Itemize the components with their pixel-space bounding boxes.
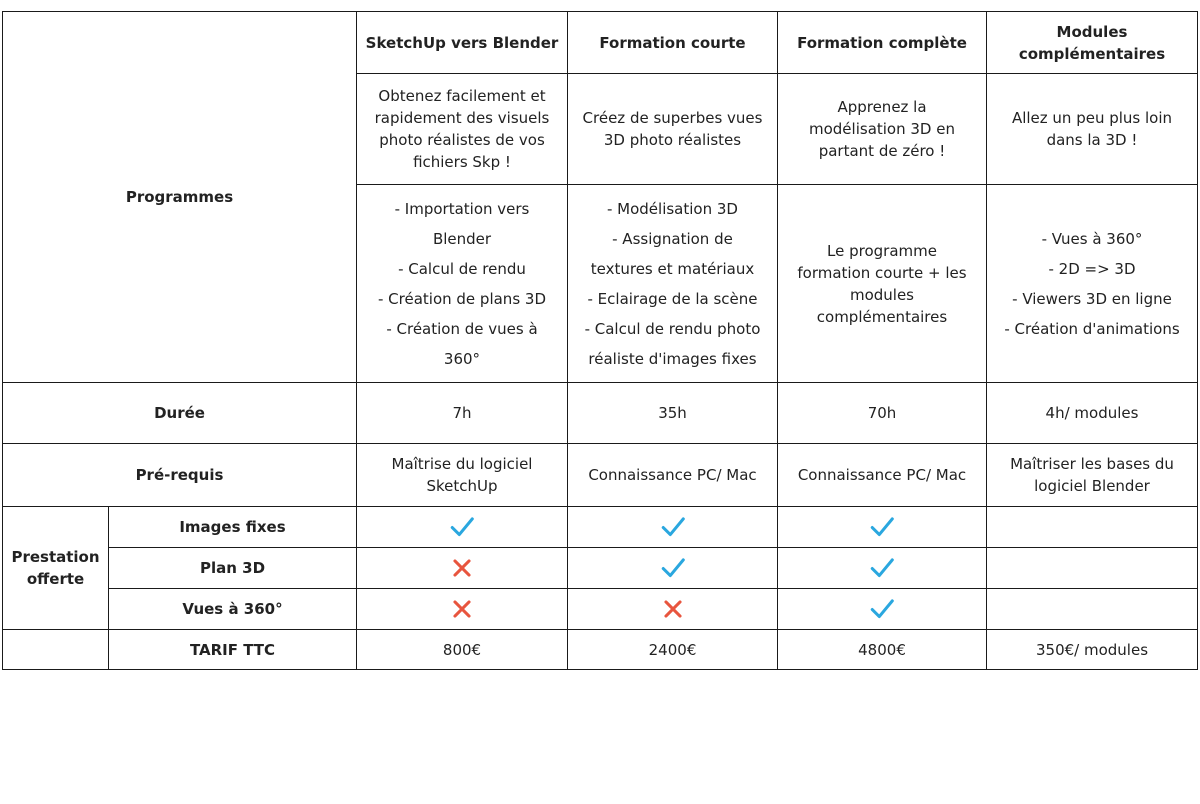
- programme-details: - Importation vers Blender - Calcul de rendu - Création de plans 3D - Création de vues à 360°: [378, 199, 546, 368]
- prestation-mark: [987, 548, 1197, 588]
- duree-value: 35h: [658, 404, 687, 422]
- duree-value: 7h: [452, 404, 472, 422]
- row-label-prestation-offerte: Prestation offerte: [11, 548, 100, 588]
- row-label-prerequis: Pré-requis: [135, 466, 224, 484]
- check-icon: [660, 555, 686, 581]
- prestation-mark: [357, 507, 567, 547]
- prestation-item-images-fixes: Images fixes: [179, 518, 286, 536]
- prestation-mark: [357, 548, 567, 588]
- prerequis-value: Connaissance PC/ Mac: [588, 466, 757, 484]
- prestation-mark: [987, 589, 1197, 629]
- column-header-modules-complementaires: Modules complémentaires: [1018, 22, 1166, 63]
- row-label-tarif-ttc: TARIF TTC: [189, 640, 276, 659]
- check-icon: [869, 555, 895, 581]
- prestation-mark: [987, 507, 1197, 547]
- tarif-value: 800€: [442, 640, 482, 659]
- prestation-mark: [568, 548, 777, 588]
- programme-tagline: Obtenez facilement et rapidement des visuels photo réalistes de vos fichiers Skp !: [374, 87, 550, 171]
- prestation-mark: [357, 589, 567, 629]
- prerequis-value: Maîtriser les bases du logiciel Blender: [1010, 455, 1174, 495]
- prestation-mark: [778, 589, 986, 629]
- column-header-formation-complete: Formation complète: [797, 33, 967, 52]
- row-label-duree: Durée: [154, 404, 205, 422]
- programme-details: - Vues à 360° - 2D => 3D - Viewers 3D en ligne - Création d'animations: [1004, 229, 1180, 338]
- prestation-mark: [568, 589, 777, 629]
- cross-icon: [660, 596, 686, 622]
- prerequis-value: Connaissance PC/ Mac: [797, 466, 967, 484]
- cross-icon: [449, 596, 475, 622]
- check-icon: [869, 596, 895, 622]
- duree-value: 4h/ modules: [1045, 404, 1139, 422]
- tarif-value: 2400€: [648, 640, 697, 659]
- prestation-mark: [778, 548, 986, 588]
- check-icon: [449, 514, 475, 540]
- check-icon: [660, 514, 686, 540]
- programme-tagline: Allez un peu plus loin dans la 3D !: [1011, 109, 1173, 149]
- table-border-right: [1197, 11, 1198, 670]
- programme-details: Le programme formation courte + les modules complémentaires: [797, 241, 967, 326]
- column-header-sketchup-blender: SketchUp vers Blender: [365, 33, 559, 52]
- programme-details: - Modélisation 3D - Assignation de textures et matériaux - Eclairage de la scène - Calcul de rendu photo réaliste d'images fixes: [584, 199, 761, 368]
- prestation-item-vues-360: Vues à 360°: [182, 600, 283, 618]
- duree-value: 70h: [867, 404, 897, 422]
- tarif-value: 4800€: [858, 640, 906, 659]
- column-header-formation-courte: Formation courte: [599, 33, 746, 52]
- row-label-programmes: Programmes: [125, 188, 234, 206]
- prestation-mark: [568, 507, 777, 547]
- check-icon: [869, 514, 895, 540]
- prerequis-value: Maîtrise du logiciel SketchUp: [391, 455, 533, 495]
- table-border-bottom: [2, 669, 1198, 670]
- prestation-item-plan-3d: Plan 3D: [199, 559, 266, 577]
- programme-tagline: Apprenez la modélisation 3D en partant de zéro !: [809, 98, 955, 160]
- prestation-mark: [778, 507, 986, 547]
- tarif-value: 350€/ modules: [1035, 640, 1149, 659]
- cross-icon: [449, 555, 475, 581]
- programme-tagline: Créez de superbes vues 3D photo réalistes: [582, 109, 763, 149]
